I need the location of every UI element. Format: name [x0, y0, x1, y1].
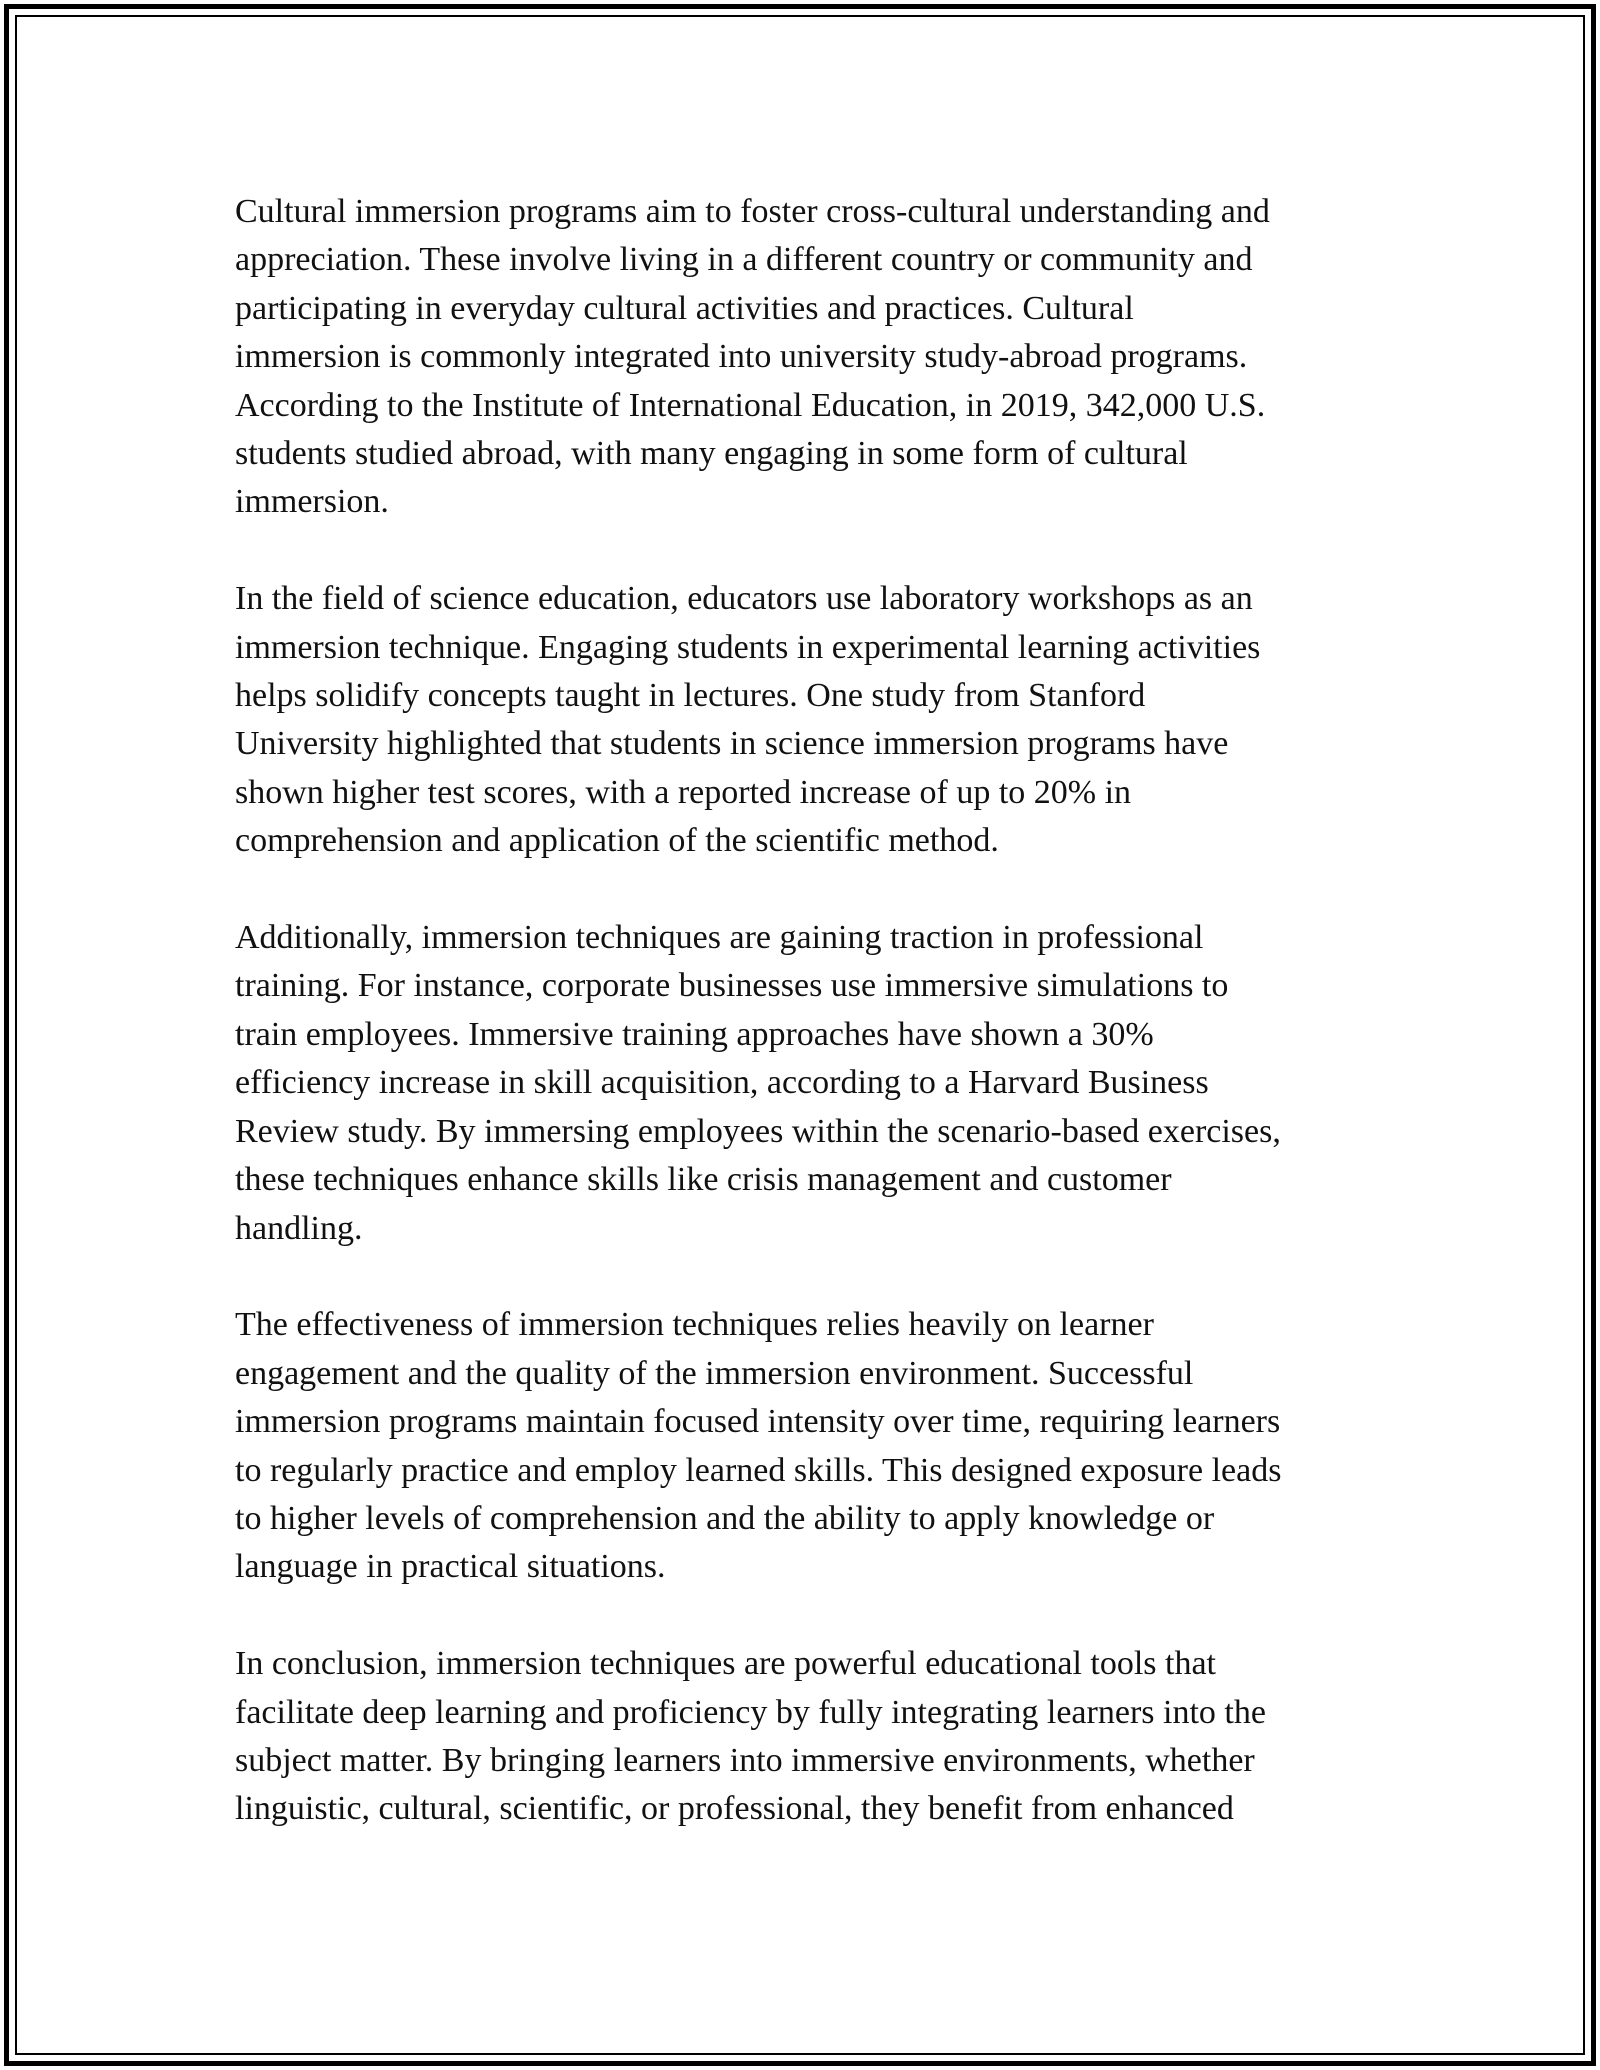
- text-line: The effectiveness of immersion techniques relies heavily on learner: [235, 1306, 1154, 1344]
- text-line: helps solidify concepts taught in lectures. One study from Stanford: [235, 677, 1146, 715]
- text-line: Review study. By immersing employees within the scenario-based exercises,: [235, 1112, 1281, 1150]
- text-line: According to the Institute of International Education, in 2019, 342,000 U.S.: [235, 386, 1266, 424]
- text-line: handling.: [235, 1209, 363, 1247]
- text-line: immersion programs maintain focused intensity over time, requiring learners: [235, 1403, 1281, 1441]
- text-line: training. For instance, corporate businesses use immersive simulations to: [235, 967, 1229, 1005]
- text-line: these techniques enhance skills like crisis management and customer: [235, 1161, 1172, 1199]
- document-body: [235, 188, 1385, 1882]
- text-line: immersion is commonly integrated into university study-abroad programs.: [235, 338, 1248, 376]
- text-line: immersion.: [235, 483, 389, 521]
- text-line: participating in everyday cultural activities and practices. Cultural: [235, 289, 1134, 327]
- text-line: In the field of science education, educators use laboratory workshops as an: [235, 580, 1253, 618]
- text-line: shown higher test scores, with a reported increase of up to 20% in: [235, 773, 1132, 811]
- text-line: efficiency increase in skill acquisition, according to a Harvard Business: [235, 1064, 1209, 1102]
- text-line: immersion technique. Engaging students in experimental learning activities: [235, 628, 1261, 666]
- paragraph-cultural-immersion: [235, 188, 1385, 527]
- text-line: facilitate deep learning and proficiency by fully integrating learners into the: [235, 1693, 1266, 1731]
- paragraph-professional-training: [235, 914, 1385, 1253]
- text-line: to higher levels of comprehension and the ability to apply knowledge or: [235, 1499, 1215, 1537]
- text-line: engagement and the quality of the immersion environment. Successful: [235, 1354, 1194, 1392]
- text-line: Cultural immersion programs aim to foster cross-cultural understanding and: [235, 193, 1270, 230]
- text-line: train employees. Immersive training approaches have shown a 30%: [235, 1015, 1154, 1053]
- text-line: Additionally, immersion techniques are gaining traction in professional: [235, 919, 1204, 957]
- text-line: linguistic, cultural, scientific, or professional, they benefit from enhanced: [235, 1790, 1234, 1828]
- text-line: In conclusion, immersion techniques are powerful educational tools that: [235, 1645, 1217, 1683]
- text-line: subject matter. By bringing learners into immersive environments, whether: [235, 1741, 1255, 1779]
- paragraph-effectiveness: [235, 1301, 1385, 1591]
- paragraph-science-education: [235, 575, 1385, 865]
- text-line: appreciation. These involve living in a different country or community and: [235, 241, 1253, 279]
- paragraph-conclusion: [235, 1640, 1385, 1834]
- text-line: students studied abroad, with many engaging in some form of cultural: [235, 435, 1188, 473]
- text-line: comprehension and application of the scientific method.: [235, 822, 999, 860]
- text-line: to regularly practice and employ learned skills. This designed exposure leads: [235, 1451, 1282, 1489]
- text-line: language in practical situations.: [235, 1548, 666, 1586]
- text-line: University highlighted that students in science immersion programs have: [235, 725, 1229, 763]
